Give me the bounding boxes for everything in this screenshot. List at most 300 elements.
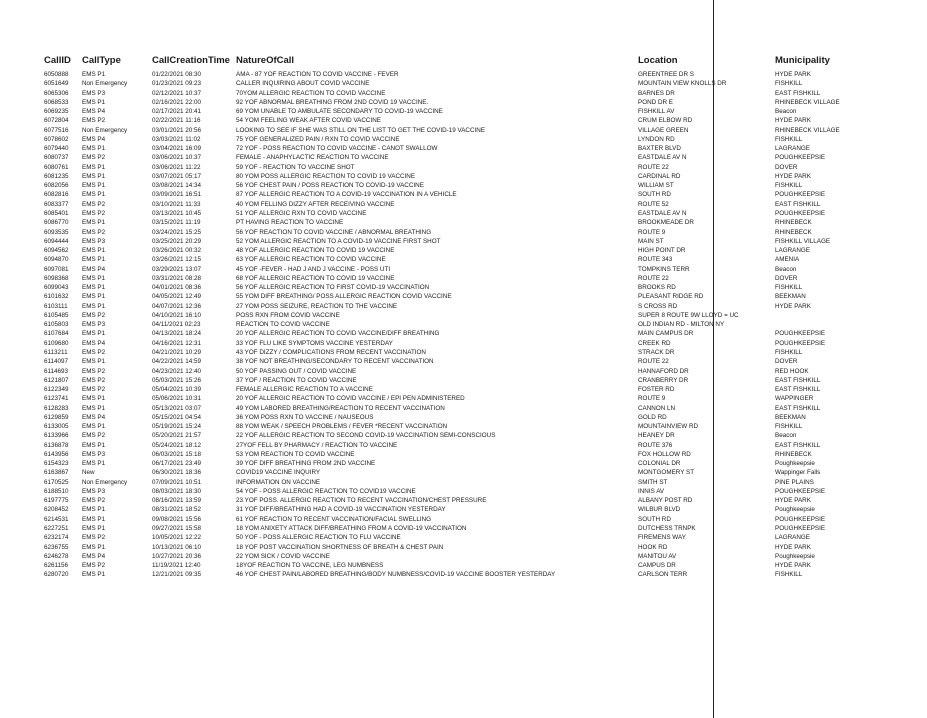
cell-location: SOUTH RD [638,515,671,523]
cell-location: FISHKILL AV [638,108,675,116]
cell-nature-of-call: 43 YOF DIZZY / COMPLICATIONS FROM RECENT VACCINATION [236,348,426,356]
cell-nature-of-call: 54 YOM FEELING WEAK AFTER COVID VACCINE [236,117,381,125]
cell-municipality: POUGHKEEPSIE [775,154,826,162]
cell-municipality: POUGHKEEPSIE [775,525,826,533]
cell-call-creation-time: 03/26/2021 00:32 [152,247,202,255]
cell-call-id: 6227251 [44,525,69,533]
cell-nature-of-call: 56 YOF CHEST PAIN / POSS REACTION TO COVID-19 VACCINE [236,182,424,190]
cell-nature-of-call: 61 YOF REACTION TO RECENT VACCINATION/FACIAL SWELLING [236,515,432,523]
cell-call-creation-time: 10/05/2021 12:22 [152,534,202,542]
cell-call-type: EMS P1 [82,163,106,171]
cell-call-creation-time: 10/27/2021 20:36 [152,552,202,560]
cell-nature-of-call: 49 YOM LABORED BREATHING/REACTION TO RECENT VACCINATION [236,404,445,412]
cell-location: ROUTE 22 [638,274,669,282]
cell-call-type: EMS P2 [82,117,106,125]
cell-location: OLD INDIAN RD - MILTON NY [638,321,725,329]
cell-municipality: RHINEBECK VILLAGE [775,126,840,134]
cell-call-id: 6280720 [44,571,69,579]
cell-location: BROOKS RD [638,284,676,292]
cell-call-creation-time: 03/01/2021 20:56 [152,126,202,134]
cell-call-type: EMS P4 [82,339,106,347]
cell-location: CARDINAL RD [638,172,681,180]
cell-call-type: Non Emergency [82,126,128,134]
cell-call-id: 6170525 [44,478,69,486]
cell-nature-of-call: 56 YOF REACTION TO COVID VACCINE / ABNORMAL BREATHING [236,228,432,236]
table-row [0,70,927,79]
cell-nature-of-call: 18YOF REACTION TO VACCINE, LEG NUMBNESS [236,562,384,570]
cell-municipality: POUGHKEEPSIE [775,191,826,199]
cell-nature-of-call: 18 YOM ANIXETY ATTACK DIFF/BREATHING FROM A COVID-19 VACCINATION [236,525,467,533]
cell-nature-of-call: 53 YOM REACTION TO COVID VACCINE [236,450,355,458]
cell-call-creation-time: 02/22/2021 11:16 [152,117,201,125]
cell-call-type: EMS P1 [82,293,106,301]
table-row [0,505,927,514]
cell-location: TOMPKINS TERR [638,265,690,273]
cell-nature-of-call: 50 YOF PASSING OUT / COVID VACCINE [236,367,357,375]
cell-municipality: DOVER [775,358,798,366]
table-row [0,320,927,329]
table-row [0,478,927,487]
cell-call-type: EMS P3 [82,487,106,495]
cell-municipality: POUGHKEEPSIE [775,209,826,217]
cell-call-type: EMS P1 [82,284,106,292]
table-row [0,89,927,98]
cell-call-id: 6083377 [44,200,69,208]
cell-location: ALBANY POST RD [638,497,693,505]
cell-call-id: 6068533 [44,98,69,106]
cell-municipality: HYDE PARK [775,71,811,78]
cell-location: MAIN ST [638,237,664,245]
cell-call-id: 6105803 [44,321,69,329]
cell-call-creation-time: 03/09/2021 16:51 [152,191,202,199]
cell-call-creation-time: 08/16/2021 13:59 [152,497,202,505]
cell-location: CAMPUS DR [638,562,676,570]
table-row [0,543,927,552]
header-municipality: Municipality [775,55,830,66]
cell-call-creation-time: 12/21/2021 09:35 [152,571,202,579]
cell-location: LYNDON RD [638,135,675,143]
cell-call-creation-time: 03/13/2021 10:45 [152,209,202,217]
table-row [0,459,927,468]
cell-call-id: 6133966 [44,432,69,440]
cell-call-creation-time: 04/01/2021 08:36 [152,284,202,292]
cell-call-creation-time: 07/09/2021 10:51 [152,478,202,486]
cell-call-type: EMS P1 [82,423,106,431]
cell-call-id: 6129859 [44,413,69,421]
cell-call-creation-time: 01/22/2021 08:30 [152,71,202,78]
cell-call-type: EMS P1 [82,525,106,533]
cell-municipality: POUGHKEEPSIE [775,515,826,523]
cell-call-creation-time: 06/03/2021 15:18 [152,450,202,458]
cell-call-creation-time: 03/04/2021 16:09 [152,145,202,153]
cell-nature-of-call: 39 YOF DIFF BREATHING FROM 2ND VACCINE [236,460,376,468]
table-row [0,163,927,172]
cell-call-id: 6065306 [44,89,69,97]
cell-nature-of-call: 40 YOM FELLING DIZZY AFTER RECEIVING VACCINE [236,200,395,208]
cell-call-creation-time: 03/24/2021 15:25 [152,228,202,236]
cell-call-id: 6098368 [44,274,69,282]
table-row [0,468,927,477]
cell-municipality: Beacon [775,265,797,273]
cell-call-type: EMS P2 [82,497,106,505]
cell-call-type: EMS P1 [82,71,106,78]
cell-call-type: EMS P2 [82,376,106,384]
cell-nature-of-call: 48 YOF ALLERGIC REACTION TO COVID 19 VACCINE [236,247,395,255]
table-row [0,98,927,107]
cell-call-id: 6094444 [44,237,69,245]
cell-call-id: 6103111 [44,302,68,310]
cell-call-type: EMS P1 [82,98,106,106]
table-row [0,302,927,311]
cell-call-id: 6050888 [44,71,69,78]
cell-call-creation-time: 03/25/2021 20:29 [152,237,202,245]
cell-location: FOX HOLLOW RD [638,450,691,458]
table-row [0,135,927,144]
table-row [0,190,927,199]
cell-location: MOUNTAINVIEW RD [638,423,699,431]
cell-call-id: 6261156 [44,562,69,570]
cell-call-creation-time: 11/19/2021 12:40 [152,562,201,570]
cell-municipality: HYDE PARK [775,543,811,551]
table-row [0,348,927,357]
cell-call-type: EMS P1 [82,395,106,403]
cell-call-creation-time: 06/30/2021 18:36 [152,469,202,477]
cell-nature-of-call: 55 YOM DIFF BREATHING/ POSS ALLERGIC REACTION COVID VACCINE [236,293,452,301]
cell-location: WILBUR BLVD [638,506,681,514]
table-row [0,552,927,561]
table-row [0,116,927,125]
cell-nature-of-call: REACTION TO COVID VACCINE [236,321,330,329]
cell-call-type: EMS P3 [82,237,106,245]
cell-call-type: EMS P1 [82,274,106,282]
cell-nature-of-call: COVID19 VACCINE INQUIRY [236,469,321,477]
cell-call-type: EMS P3 [82,89,106,97]
cell-nature-of-call: 70YOM ALLERGIC REACTION TO COVID VACCINE [236,89,386,97]
table-row [0,329,927,338]
cell-municipality: EAST FISHKILL [775,404,821,412]
header-call-type: CallType [82,55,121,66]
cell-call-creation-time: 09/27/2021 15:58 [152,525,202,533]
cell-municipality: EAST FISHKILL [775,89,821,97]
cell-nature-of-call: INFORMATION ON VACCINE [236,478,321,486]
cell-location: S CROSS RD [638,302,678,310]
cell-municipality: FISHKILL [775,348,803,356]
cell-call-id: 6094870 [44,256,69,264]
cell-call-creation-time: 04/10/2021 16:10 [152,311,202,319]
cell-call-type: New [82,469,95,477]
cell-nature-of-call: 72 YOF - POSS REACTION TO COVID VACCINE - CANOT SWALLOW [236,145,438,153]
cell-nature-of-call: 63 YOF ALLERGIC REACTION TO COVID VACCINE [236,256,386,264]
cell-call-type: EMS P2 [82,386,106,394]
cell-call-creation-time: 09/08/2021 15:56 [152,515,202,523]
table-row [0,339,927,348]
cell-call-type: EMS P1 [82,506,106,514]
cell-location: SUPER 8 ROUTE 9W LLOYD = UC [638,311,739,319]
cell-municipality: BEEKMAN [775,293,806,301]
cell-location: SMITH ST [638,478,668,486]
cell-call-id: 6136878 [44,441,69,449]
cell-municipality: AMENIA [775,256,800,264]
cell-location: MAIN CAMPUS DR [638,330,694,338]
cell-call-creation-time: 05/19/2021 15:24 [152,423,202,431]
cell-municipality: HYDE PARK [775,497,811,505]
cell-call-creation-time: 03/29/2021 13:07 [152,265,202,273]
cell-location: MONTGOMERY ST [638,469,695,477]
cell-call-type: EMS P2 [82,228,106,236]
cell-call-creation-time: 02/17/2021 20:41 [152,108,202,116]
table-row [0,237,927,246]
cell-municipality: EAST FISHKILL [775,376,821,384]
cell-call-id: 6069235 [44,108,69,116]
cell-call-type: EMS P3 [82,450,106,458]
cell-call-type: EMS P4 [82,135,106,143]
cell-nature-of-call: 88 YOM WEAK / SPEECH PROBLEMS / FEVER *RECENT VACCINATION [236,423,448,431]
cell-call-type: EMS P4 [82,413,106,421]
cell-municipality: Poughkeepsie [775,506,815,514]
cell-call-creation-time: 08/31/2021 18:52 [152,506,202,514]
cell-location: COLONIAL DR [638,460,681,468]
cell-location: ROUTE 22 [638,163,669,171]
cell-municipality: BEEKMAN [775,413,806,421]
cell-call-type: EMS P1 [82,145,106,153]
cell-call-id: 6246278 [44,552,69,560]
table-row [0,367,927,376]
cell-call-type: EMS P1 [82,219,106,227]
cell-nature-of-call: 46 YOF CHEST PAIN/LABORED BREATHING/BODY NUMBNESS/COVID-19 VACCINE BOOSTER YESTERDAY [236,571,556,579]
cell-municipality: POUGHKEEPSIE [775,339,826,347]
cell-call-id: 6072804 [44,117,69,125]
table-row [0,283,927,292]
cell-location: CRUM ELBOW RD [638,117,693,125]
cell-municipality: Beacon [775,432,797,440]
cell-municipality: EAST FISHKILL [775,441,821,449]
cell-call-type: EMS P1 [82,330,106,338]
cell-call-id: 6232174 [44,534,69,542]
header-location: Location [638,55,678,66]
table-row [0,200,927,209]
table-row [0,218,927,227]
cell-location: WILLIAM ST [638,182,674,190]
cell-municipality: FISHKILL VILLAGE [775,237,831,245]
cell-municipality: FISHKILL [775,80,803,88]
cell-call-type: EMS P1 [82,358,106,366]
cell-call-creation-time: 04/23/2021 12:40 [152,367,202,375]
cell-location: GREENTREE DR S [638,71,694,78]
cell-call-id: 6163867 [44,469,69,477]
cell-call-creation-time: 05/13/2021 03:07 [152,404,202,412]
cell-call-id: 6122349 [44,386,69,394]
cell-nature-of-call: 37 YOF / REACTION TO COVID VACCINE [236,376,357,384]
cell-nature-of-call: 50 YOF - POSS ALLERGIC REACTION TO FLU VACCINE [236,534,401,542]
cell-location: CARLSON TERR [638,571,688,579]
cell-location: CREEK RD [638,339,671,347]
cell-call-id: 6188510 [44,487,69,495]
cell-nature-of-call: 80 YOM POSS ALLERGIC REACTION TO COVID 19 VACCINE [236,172,416,180]
table-row [0,246,927,255]
table-row [0,450,927,459]
cell-call-id: 6078602 [44,135,69,143]
cell-municipality: PINE PLAINS [775,478,814,486]
cell-municipality: Beacon [775,108,797,116]
cell-call-id: 6081235 [44,172,69,180]
cell-municipality: Poughkeepsie [775,552,815,560]
cell-call-id: 6114693 [44,367,69,375]
cell-nature-of-call: AMA - 87 YOF REACTION TO COVID VACCINE - FEVER [236,71,399,78]
table-row [0,153,927,162]
cell-call-creation-time: 03/03/2021 11:02 [152,135,201,143]
cell-call-id: 6099043 [44,284,69,292]
table-row [0,376,927,385]
cell-nature-of-call: 27 YOM POSS SEIZURE, REACTION TO THE VACCINE [236,302,398,310]
cell-location: FOSTER RD [638,386,675,394]
cell-call-id: 6080761 [44,163,69,171]
cell-call-creation-time: 05/15/2021 04:54 [152,413,202,421]
cell-call-creation-time: 03/08/2021 14:34 [152,182,202,190]
cell-municipality: RHINEBECK VILLAGE [775,98,840,106]
table-row [0,570,927,579]
table-row [0,524,927,533]
cell-call-type: EMS P2 [82,432,106,440]
cell-call-creation-time: 05/03/2021 15:26 [152,376,202,384]
cell-nature-of-call: 59 YOF - REACTION TO VACCINE SHOT [236,163,355,171]
cell-nature-of-call: 54 YOF - POSS ALLERGIC REACTION TO COVID19 VACCINE [236,487,416,495]
cell-municipality: RHINEBECK [775,228,812,236]
header-call-creation-time: CallCreationTime [152,55,230,66]
cell-nature-of-call: 22 YOF ALLERGIC REACTION TO SECOND COVID-19 VACCINATION SEMI-CONSCIOUS [236,432,496,440]
cell-call-type: EMS P4 [82,265,106,273]
cell-call-creation-time: 04/16/2021 12:31 [152,339,202,347]
cell-nature-of-call: 92 YOF ABNORMAL BREATHING FROM 2ND COVID 19 VACCINE. [236,98,429,106]
cell-call-id: 6082056 [44,182,69,190]
cell-nature-of-call: FEMALE - ANAPHYLACTIC REACTION TO VACCINE [236,154,389,162]
table-row [0,385,927,394]
cell-municipality: LAGRANGE [775,247,810,255]
cell-nature-of-call: 51 YOF ALLERGIC RXN TO COVID VACCINE [236,209,367,217]
cell-location: EASTDALE AV N [638,209,687,217]
cell-call-creation-time: 03/31/2021 08:28 [152,274,202,282]
cell-call-type: EMS P1 [82,441,106,449]
cell-municipality: HYDE PARK [775,562,811,570]
cell-nature-of-call: 38 YOF NOT BREATHING/SECONDARY TO RECENT VACCINATION [236,358,434,366]
cell-location: BARNES DR [638,89,675,97]
cell-call-type: EMS P1 [82,172,106,180]
cell-call-creation-time: 04/21/2021 10:29 [152,348,202,356]
cell-nature-of-call: 20 YOF ALLERGIC REACTION TO COVID VACCINE / EPI PEN ADMINISTERED [236,395,465,403]
cell-call-id: 6114097 [44,358,69,366]
cell-call-type: EMS P1 [82,460,106,468]
cell-call-id: 6154323 [44,460,69,468]
cell-call-creation-time: 04/11/2021 02:23 [152,321,201,329]
cell-location: HANNAFORD DR [638,367,689,375]
cell-call-creation-time: 02/12/2021 10:37 [152,89,202,97]
table-row [0,441,927,450]
cell-call-id: 6093535 [44,228,69,236]
cell-municipality: FISHKILL [775,135,803,143]
cell-call-creation-time: 04/22/2021 14:59 [152,358,202,366]
cell-location: ROUTE 22 [638,358,669,366]
cell-nature-of-call: POSS RXN FROM COVID VACCINE [236,311,340,319]
cell-call-creation-time: 03/06/2021 10:37 [152,154,202,162]
cell-call-creation-time: 08/03/2021 18:30 [152,487,202,495]
cell-call-creation-time: 05/20/2021 21:57 [152,432,202,440]
cell-location: VILLAGE GREEN [638,126,689,134]
cell-call-type: EMS P2 [82,154,106,162]
cell-call-creation-time: 05/06/2021 10:31 [152,395,202,403]
cell-call-type: EMS P2 [82,534,106,542]
cell-call-id: 6107684 [44,330,69,338]
cell-call-creation-time: 03/07/2021 05:17 [152,172,202,180]
cell-location: SOUTH RD [638,191,671,199]
cell-location: MANITOU AV [638,552,677,560]
cell-call-type: EMS P1 [82,182,106,190]
cell-location: ROUTE 52 [638,200,669,208]
cell-call-creation-time: 03/06/2021 11:22 [152,163,201,171]
table-row [0,228,927,237]
cell-municipality: POUGHKEEPSIE [775,487,826,495]
cell-call-type: Non Emergency [82,478,128,486]
cell-location: STRACK DR [638,348,675,356]
cell-nature-of-call: 33 YOF FLU LIKE SYMPTOMS VACCINE YESTERDAY [236,339,393,347]
cell-call-type: EMS P1 [82,543,106,551]
cell-call-id: 6208452 [44,506,69,514]
cell-call-id: 6236755 [44,543,69,551]
cell-call-id: 6113211 [44,348,68,356]
cell-municipality: EAST FISHKILL [775,386,821,394]
cell-municipality: FISHKILL [775,423,803,431]
cell-call-id: 6214531 [44,515,69,523]
cell-call-type: EMS P2 [82,209,106,217]
cell-municipality: POUGHKEEPSIE [775,330,826,338]
table-row [0,357,927,366]
cell-call-type: EMS P2 [82,367,106,375]
cell-call-type: EMS P2 [82,200,106,208]
table-row [0,431,927,440]
cell-location: DUTCHESS TRNPK [638,525,696,533]
cell-call-creation-time: 06/17/2021 23:49 [152,460,202,468]
cell-municipality: LAGRANGE [775,534,810,542]
cell-municipality: EAST FISHKILL [775,200,821,208]
cell-call-id: 6143956 [44,450,69,458]
cell-call-type: EMS P1 [82,302,106,310]
table-row [0,274,927,283]
table-row [0,413,927,422]
cell-location: BROOKMEADE DR [638,219,694,227]
cell-location: CANNON LN [638,404,676,412]
cell-call-id: 6128283 [44,404,69,412]
cell-call-type: EMS P4 [82,108,106,116]
cell-call-id: 6082816 [44,191,69,199]
cell-call-id: 6080737 [44,154,69,162]
cell-call-type: EMS P1 [82,256,106,264]
cell-nature-of-call: 36 YOM POSS RXN TO VACCINE / NAUSEOUS [236,413,374,421]
table-row [0,172,927,181]
table-row [0,561,927,570]
cell-municipality: RHINEBECK [775,450,812,458]
table-row [0,126,927,135]
cell-location: ROUTE 9 [638,228,666,236]
cell-call-id: 6085401 [44,209,69,217]
cell-location: HOOK RD [638,543,668,551]
cell-municipality: DOVER [775,163,798,171]
table-row [0,394,927,403]
cell-location: INNIS AV [638,487,665,495]
cell-call-type: EMS P2 [82,311,106,319]
table-row [0,533,927,542]
cell-nature-of-call: 52 YOM ALLERGIC REACTION TO A COVID-19 VACCINE FIRST SHOT [236,237,441,245]
cell-municipality: RHINEBECK [775,219,812,227]
cell-call-type: EMS P3 [82,321,106,329]
cell-call-id: 6094562 [44,247,69,255]
